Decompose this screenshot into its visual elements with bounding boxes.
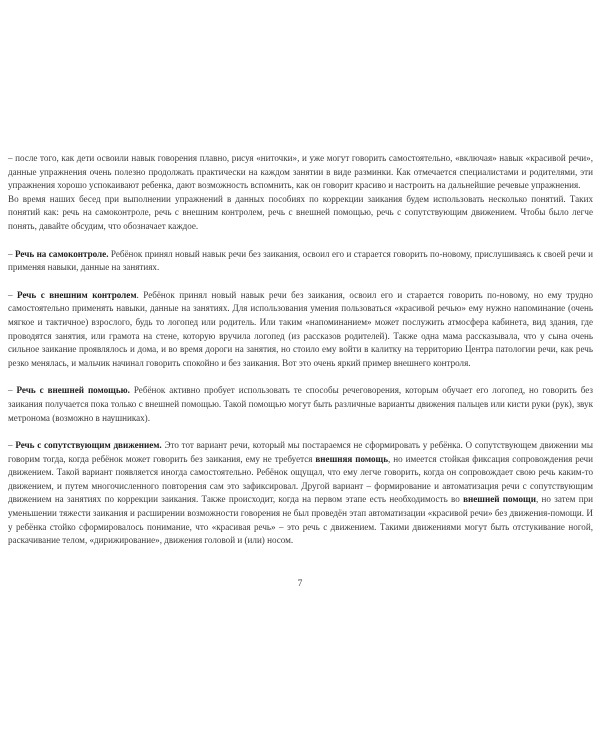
self-control-text: Ребёнок принял новый навык речи без заикания, освоил его и старается говорить по-новому, прислушиваясь к своей речи и применяя навыки, данные на занятиях. [8,248,593,273]
external-control-term: Речь с внешним контролем [17,289,137,300]
self-control-paragraph: – Речь на самоконтроле. Ребёнок принял новый навык речи без заикания, освоил его и старается говорить по-новому, прислушиваясь к своей речи и применяя навыки, данные на занятиях. [8,248,593,273]
external-control-paragraph: – Речь с внешним контролем. Ребёнок принял новый навык речи без заикания, освоил его и старается говорить по-новому, но ему трудно самостоятельно применять навыки, данные на занятиях. Для использования умения пользоваться «красивой речью» ему нужно напоминание (очень мягкое и тактичное) взрослого, будь то логопед или родитель. Или таким «напоминанием» может послужить атмосфера кабинета, вид здания, где проводятся занятия, или грамота на стене, которую вручила логопед (из рассказов родителей). Также одна мама рассказывала, что у сына очень сильное заикание проявлялось и дома, и во время дороги на занятия, но стоило ему войти в калитку на территорию Центра патологии речи, как речь резко менялась, и мальчик начинал говорить спокойно и без заикания. Вот это очень яркий пример внешнего контроля. [8,289,593,368]
self-control-term: Речь на самоконтроле. [14,248,109,259]
movement-term: Речь с сопутствующим движением. [15,440,162,451]
movement-text-1: Это тот вариант речи, который мы постараемся не сформировать у ребёнка. О сопутствующем движении мы говорим тогда, когда ребёнок может говорить без заикания, ему не требуется [8,440,593,464]
external-help-paragraph: – Речь с внешней помощью. Ребёнок активно пробует использовать те способы речеговорения, которым обучает его логопед, но говорить без заикания получается пока только с внешней помощью. Такой помощью могут быть различные варианты движения пальцев или кисти руки (рук), звук метронома (возможно в наушниках). [8,385,593,423]
intro-paragraph-1: – после того, как дети освоили навык говорения плавно, рисуя «ниточки», и уже могут говорить самостоятельно, «включая» навык «красивой речи», данные упражнения очень полезно продолжать практически на каждом занятии в виде разминки. Как отмечается специалистами и родителями, эти упражнения хорошо успокаивают ребенка, дают возможность вспомнить, как он говорит красиво и настроить на дальнейшие речевые упражнения. [8,153,593,191]
movement-bold-2: внешней помощи [463,494,536,505]
external-help-text: Ребёнок активно пробует использовать те способы речеговорения, которым обучает его логопед, но говорить без заикания получается пока только с внешней помощью. Такой помощью могут быть различные варианты движения пальцев или кисти руки (рук), звук метронома (возможно в наушниках). [8,385,593,423]
page-number: 7 [297,579,303,589]
external-help-term: Речь с внешней помощью. [16,385,130,396]
document-body [8,152,593,548]
external-control-text: . Ребёнок принял новый навык речи без заикания, освоил его и старается говорить по-новому, но ему трудно самостоятельно применять навыки, данные на занятиях. Для использования умения пользоваться «красивой речью» ему нужно напоминание (очень мягкое и тактичное) взрослого, будь то логопед или родитель. Или таким «напоминанием» может послужить атмосфера кабинета, вид здания, где проводятся занятия, или грамота на стене, которую вручила логопед (из рассказов родителей). Также одна мама рассказывала, что у сына очень сильное заикание проявлялось и дома, и во время дороги на занятия, но стоило ему войти в калитку на территорию Центра патологии речи, как речь резко менялась, и мальчик начинал говорить спокойно и без заикания. Вот это очень яркий пример внешнего контроля. [8,289,593,368]
movement-text-2: , но имеется стойкая фиксация сопровождения речи движением. Такой вариант появляется иногда самостоятельно. Ребёнок ощущал, что ему легче говорить, когда он сопровождает свою речь каким-то движением, и путем многочисленного повторения сам это зафиксировал. Другой вариант – формирование и автоматизация речи с сопутствующим движением на занятиях по коррекции заикания. Также происходит, когда на первом этапе есть необходимость во [8,453,594,505]
intro-paragraph-2: Во время наших бесед при выполнении упражнений в данных пособиях по коррекции заикания будем использовать несколько понятий. Таких понятий как: речь на самоконтроле, речь с внешним контролем, речь с внешней помощью, речь с сопутствующим движением. Чтобы было легче понять, давайте обсудим, что обозначает каждое. [8,193,593,231]
movement-text-3: , но затем при уменьшении тяжести заикания и расширении возможности говорения не был проведён этап автоматизации «красивой речи» без движения-помощи. И у ребёнка стойко сформировалось понимание, что «красивая речь» – это речь с движением. Такими движениями могут быть отстукивание ногой, раскачивание телом, «дирижирование», движения головой и (или) носом. [8,494,593,546]
movement-paragraph: – Речь с сопутствующим движением. Это тот вариант речи, который мы постараемся не сформировать у ребёнка. О сопутствующем движении мы говорим тогда, когда ребёнок может говорить без заикания, ему не требуется внешняя помощь, но имеется стойкая фиксация сопровождения речи движением. Такой вариант появляется иногда самостоятельно. Ребёнок ощущал, что ему легче говорить, когда он сопровождает свою речь каким-то движением, и путем многочисленного повторения сам это зафиксировал. Другой вариант – формирование и автоматизация речи с сопутствующим движением на занятиях по коррекции заикания. Также происходит, когда на первом этапе есть необходимость во внешней помощи, но затем при уменьшении тяжести заикания и расширении возможности говорения не был проведён этап автоматизации «красивой речи» без движения-помощи. И у ребёнка стойко сформировалось понимание, что «красивая речь» – это речь с движением. Такими движениями могут быть отстукивание ногой, раскачивание телом, «дирижирование», движения головой и (или) носом. [8,440,594,546]
movement-bold-1: внешняя помощь [315,453,389,464]
